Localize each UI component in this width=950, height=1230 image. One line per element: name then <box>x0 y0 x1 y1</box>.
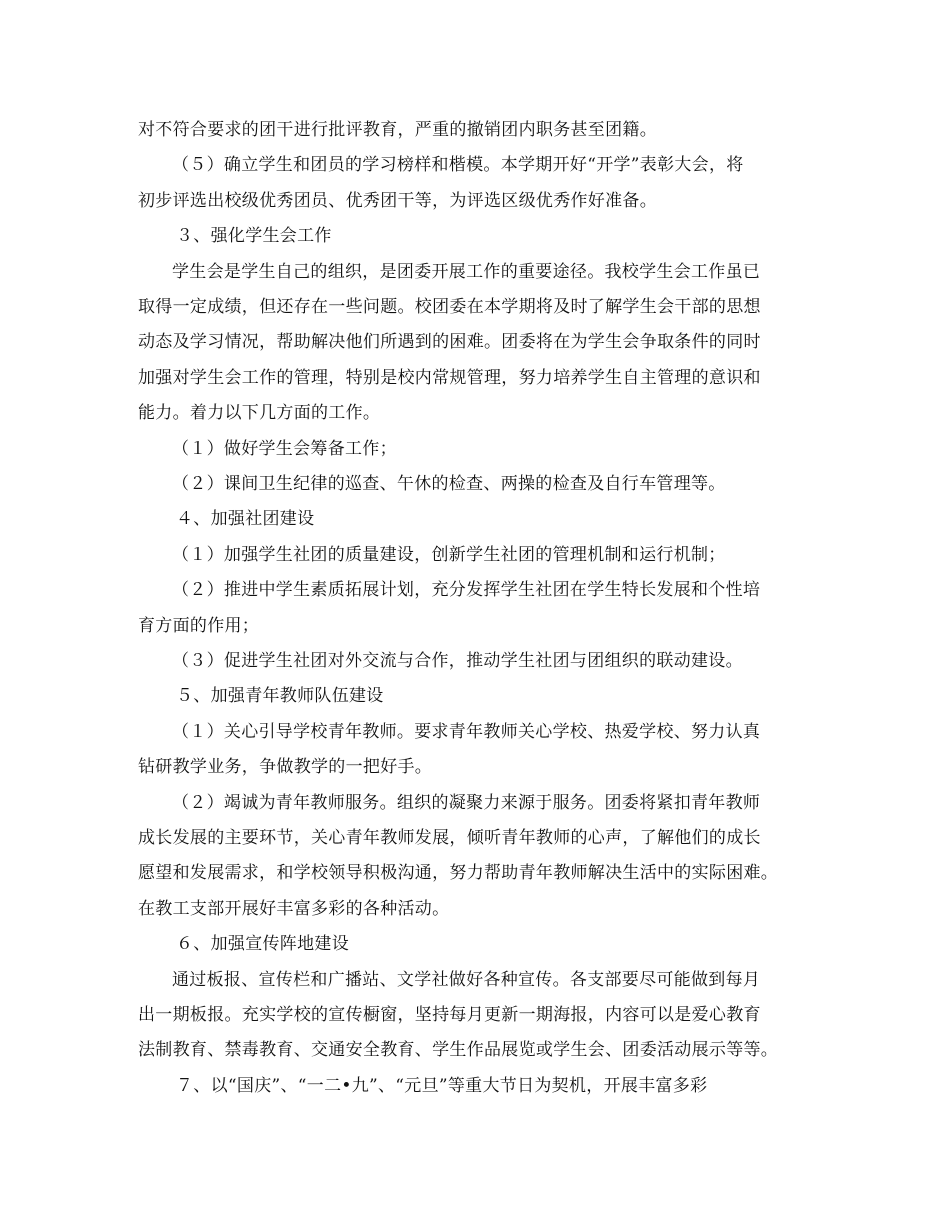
paragraph-line: 法制教育、禁毒教育、交通安全教育、学生作品展览或学生会、团委活动展示等等。 <box>138 1040 779 1060</box>
paragraph-line: 对不符合要求的团干进行批评教育，严重的撤销团内职务甚至团籍。 <box>138 120 657 140</box>
paragraph-line: 取得一定成绩，但还存在一些问题。校团委在本学期将及时了解学生会干部的思想 <box>138 297 761 317</box>
paragraph-line: （２）竭诚为青年教师服务。组织的凝聚力来源于服务。团委将紧扣青年教师 <box>172 793 761 813</box>
paragraph-line: 能力。着力以下几方面的工作。 <box>138 403 381 423</box>
section-heading: ７、以“国庆”、“一二•九”、“元旦”等重大节日为契机，开展丰富多彩 <box>176 1076 708 1096</box>
section-heading: ３、强化学生会工作 <box>176 226 332 246</box>
paragraph-line: 钻研教学业务，争做教学的一把好手。 <box>138 757 433 777</box>
section-heading: ５、加强青年教师队伍建设 <box>176 686 384 706</box>
paragraph-line: 育方面的作用； <box>138 616 260 636</box>
paragraph-line: （５）确立学生和团员的学习榜样和楷模。本学期开好“开学”表彰大会，将 <box>172 155 744 175</box>
paragraph-line: 在教工支部开展好丰富多彩的各种活动。 <box>138 899 450 919</box>
section-heading: ４、加强社团建设 <box>176 509 315 529</box>
paragraph-line: （２）课间卫生纪律的巡查、午休的检查、两操的检查及自行车管理等。 <box>172 474 726 494</box>
paragraph-line: 成长发展的主要环节，关心青年教师发展，倾听青年教师的心声，了解他们的成长 <box>138 828 761 848</box>
paragraph-line: 加强对学生会工作的管理，特别是校内常规管理，努力培养学生自主管理的意识和 <box>138 368 761 388</box>
paragraph-line: 出一期板报。充实学校的宣传橱窗，坚持每月更新一期海报，内容可以是爱心教育 <box>138 1005 761 1025</box>
paragraph-line: 学生会是学生自己的组织，是团委开展工作的重要途径。我校学生会工作虽已 <box>172 262 761 282</box>
paragraph-line: 初步评选出校级优秀团员、优秀团干等，为评选区级优秀作好准备。 <box>138 191 657 211</box>
paragraph-line: （１）做好学生会筹备工作； <box>172 439 397 459</box>
section-heading: ６、加强宣传阵地建设 <box>176 934 349 954</box>
paragraph-line: 愿望和发展需求，和学校领导积极沟通，努力帮助青年教师解决生活中的实际困难。 <box>138 863 779 883</box>
paragraph-line: （２）推进中学生素质拓展计划，充分发挥学生社团在学生特长发展和个性培 <box>172 580 761 600</box>
paragraph-line: （１）关心引导学校青年教师。要求青年教师关心学校、热爱学校、努力认真 <box>172 722 761 742</box>
paragraph-line: （３）促进学生社团对外交流与合作，推动学生社团与团组织的联动建设。 <box>172 651 743 671</box>
paragraph-line: 通过板报、宣传栏和广播站、文学社做好各种宣传。各支部要尽可能做到每月 <box>172 970 761 990</box>
paragraph-line: （１）加强学生社团的质量建设，创新学生社团的管理机制和运行机制； <box>172 545 726 565</box>
paragraph-line: 动态及学习情况，帮助解决他们所遇到的困难。团委将在为学生会争取条件的同时 <box>138 332 761 352</box>
